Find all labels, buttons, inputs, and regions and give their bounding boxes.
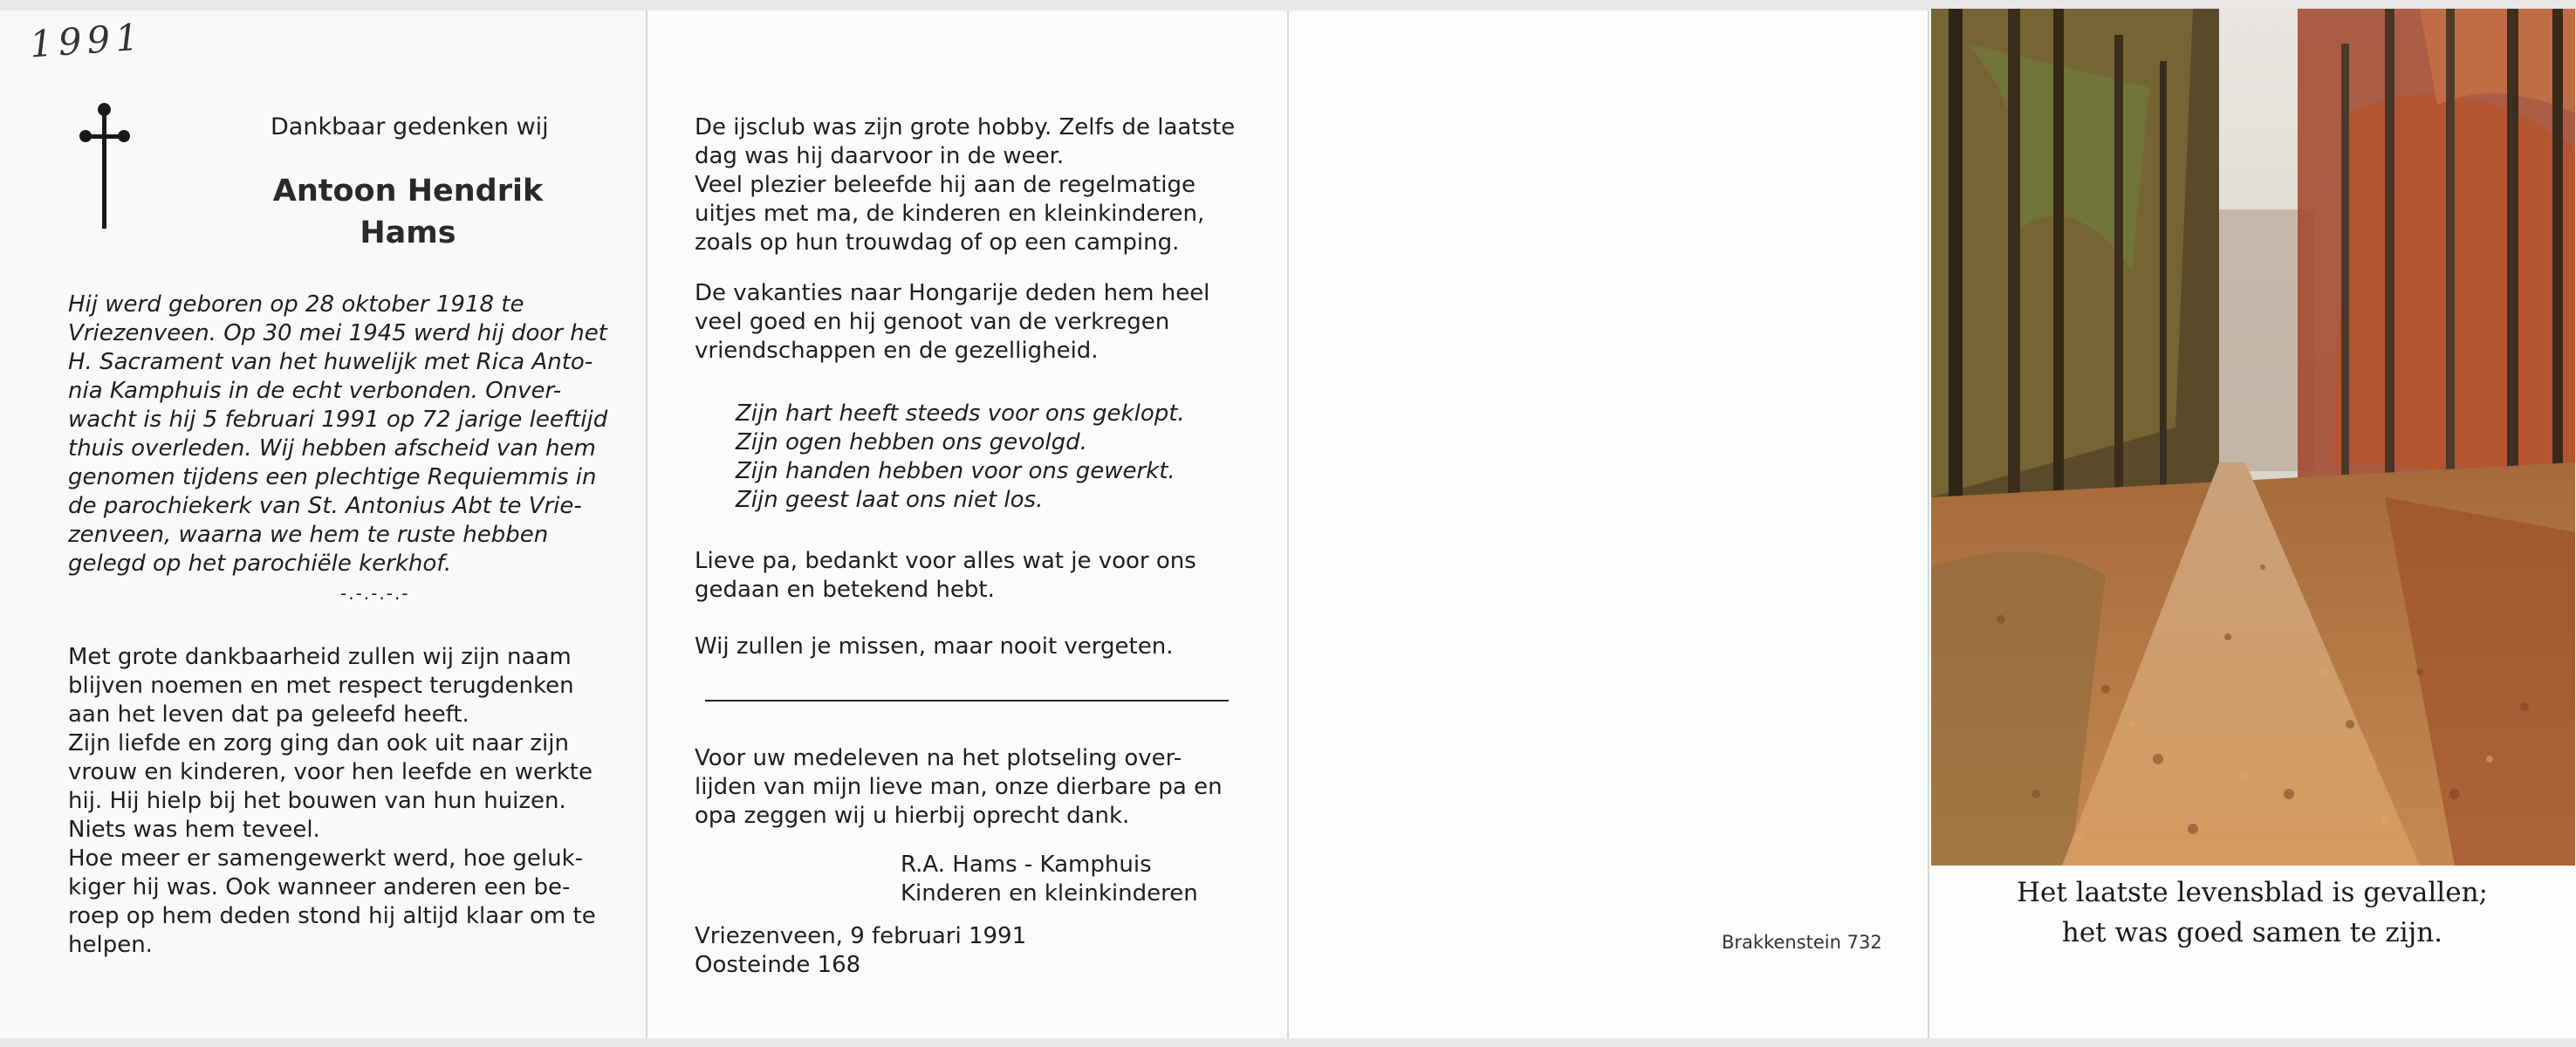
hobby-text: De ijsclub was zijn grote hobby. Zelfs de laatste dag was hij daarvoor in de weer. Veel plezier beleefde hij aan de regelmatige uitjes met ma, de kinderen en kleinkinderen, zoals op hun trouwdag of op een camping. [695, 114, 1236, 256]
fold-line [646, 10, 647, 1038]
printer-code: Brakkenstein 732 [1722, 932, 1882, 953]
signature-text: R.A. Hams - Kamphuis Kinderen en kleinkinderen [901, 852, 1198, 907]
caption-line-2: het was goed samen te zijn. [2061, 917, 2443, 948]
photo-caption [1929, 872, 2576, 953]
biography-text: Hij werd geboren op 28 oktober 1918 te Vriezenveen. Op 30 mei 1945 werd hij door het H. Sacrament van het huwelijk met Rica Anto- nia Kamphuis in de echt verbonden. Onver- wacht is hij 5 februari 1991 op 72 jarige leeftijd thuis overleden. Wij hebben afscheid van hem genomen tijdens een plechtige Requiemmis in de parochiekerk van St. Antonius Abt te Vrie- zenveen, waarna we hem te ruste hebben gelegd op het parochiële kerkhof. [68, 291, 608, 577]
place-date-text: Vriezenveen, 9 februari 1991 Oosteinde 168 [695, 923, 1027, 978]
caption-line-1: Het laatste levensblad is gevallen; [2017, 877, 2488, 908]
gratitude-text: Voor uw medeleven na het plotseling over- lijden van mijn lieve man, onze dierbare pa en opa zeggen wij u hierbij oprecht dank. [695, 745, 1223, 829]
deceased-name [236, 170, 580, 254]
card-back-blank-panel [1287, 10, 1929, 1038]
name-first: Antoon Hendrik [272, 174, 544, 209]
miss-text: Wij zullen je missen, maar nooit vergeten. [695, 633, 1174, 660]
fold-line [1287, 10, 1289, 1038]
separator: -.-.-.-.- [340, 583, 410, 604]
forest-path-illustration [1931, 9, 2575, 866]
handwritten-year: 1991 [28, 15, 146, 66]
thanks-father-text: Lieve pa, bedankt voor alles wat je voor ons gedaan en betekend hebt. [695, 548, 1196, 603]
divider-line [705, 700, 1229, 701]
autumn-forest-photo [1931, 9, 2575, 866]
tribute-text: Met grote dankbaarheid zullen wij zijn naam blijven noemen en met respect terugdenken aan het leven dat pa geleefd heeft. Zijn liefde en zorg ging dan ook uit naar zijn vrouw en kinderen, voor hen leefde en werkte hij. Hij hielp bij het bouwen van hun huizen. Niets was hem teveel. Hoe meer er samengewerkt werd, hoe geluk- kiger hij was. Ook wanneer anderen een be- roep op hem deden stond hij altijd klaar om te helpen. [68, 644, 596, 958]
vacation-text: De vakanties naar Hongarije deden hem heel veel goed en hij genoot van de verkregen vriendschappen en de gezelligheid. [695, 280, 1210, 364]
poem-text: Zijn hart heeft steeds voor ons geklopt. Zijn ogen hebben ons gevolgd. Zijn handen hebben voor ons gewerkt. Zijn geest laat ons niet los. [736, 400, 1185, 513]
intro-heading: Dankbaar gedenken wij [271, 113, 549, 140]
name-last: Hams [360, 216, 456, 250]
cross-icon [83, 106, 127, 229]
